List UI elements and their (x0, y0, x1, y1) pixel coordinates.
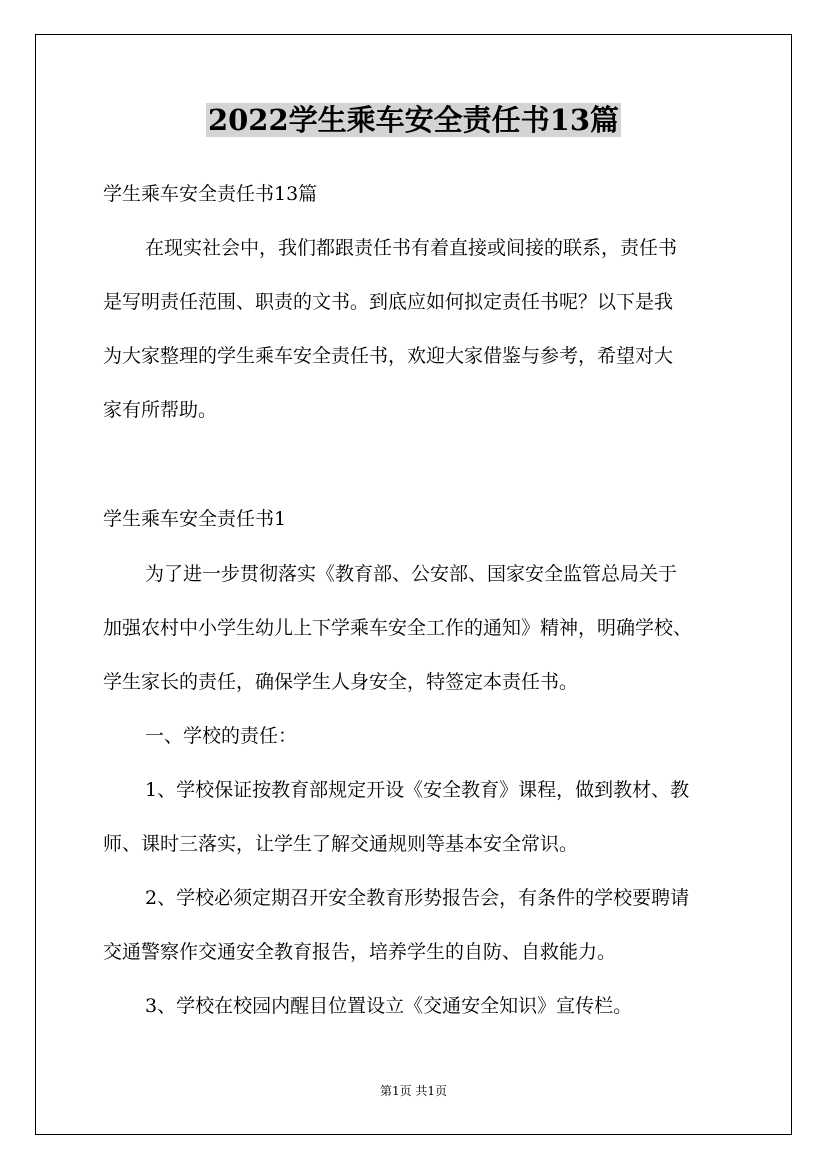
section-heading: 学生乘车安全责任书1 (103, 508, 287, 530)
page-footer: 第1页 共1页 (379, 1084, 448, 1098)
body-line-5: 1、学校保证按教育部规定开设《安全教育》课程，做到教材、教 (145, 779, 690, 801)
body-line-1: 为了进一步贯彻落实《教育部、公安部、国家安全监管总局关于 (145, 563, 678, 585)
intro-line-1: 在现实社会中，我们都跟责任书有着直接或间接的联系，责任书 (145, 237, 678, 259)
intro-line-2: 是写明责任范围、职责的文书。到底应如何拟定责任书呢？以下是我 (103, 291, 674, 313)
body-line-4: 一、学校的责任： (145, 725, 298, 747)
document-subtitle: 学生乘车安全责任书13篇 (103, 183, 318, 205)
body-line-6: 师、课时三落实，让学生了解交通规则等基本安全常识。 (103, 833, 579, 855)
body-line-7: 2、学校必须定期召开安全教育形势报告会，有条件的学校要聘请 (145, 887, 690, 909)
body-line-8: 交通警察作交通安全教育报告，培养学生的自防、自救能力。 (103, 941, 617, 963)
document-title (0, 98, 827, 142)
body-line-3: 学生家长的责任，确保学生人身安全，特签定本责任书。 (103, 671, 579, 693)
intro-line-3: 为大家整理的学生乘车安全责任书，欢迎大家借鉴与参考，希望对大 (103, 345, 674, 367)
body-line-9: 3、学校在校园内醒目位置设立《交通安全知识》宣传栏。 (145, 995, 633, 1017)
intro-line-4: 家有所帮助。 (103, 399, 218, 421)
body-line-2: 加强农村中小学生幼儿上下学乘车安全工作的通知》精神，明确学校、 (103, 617, 693, 639)
document-title-text: 2022学生乘车安全责任书13篇 (207, 103, 620, 137)
